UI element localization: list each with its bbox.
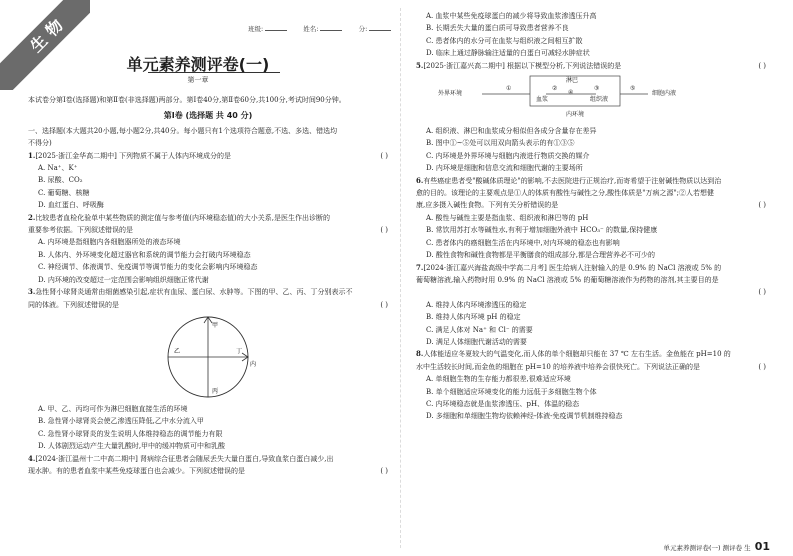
- question-8: 8.人体能适应冬夏较大的气温变化,而人体的单个细胞却只能在 37 ℃ 左右生活。金鱼能在 pH=10 的: [416, 349, 731, 359]
- marker-1: ①: [506, 85, 512, 93]
- subject-tag: 生物: [0, 0, 90, 90]
- option[interactable]: C. 满足人体对 Na⁺ 和 Cl⁻ 的需要: [426, 325, 533, 334]
- label-internal-env: 内环境: [566, 111, 585, 119]
- option[interactable]: A. 甲、乙、丙均可作为淋巴细胞直接生活的环境: [38, 404, 188, 413]
- student-info: [248, 24, 405, 33]
- marker-2: ②: [552, 85, 558, 93]
- option[interactable]: C. 葡萄糖、核糖: [38, 188, 90, 197]
- question-6: 6.有些癌症患者受"酸碱体质理论"的影响,不去医院进行正规治疗,而寄希望于注射碱性物质以达到治: [416, 175, 722, 185]
- footer-text: 单元素养测评卷(一) 测评卷 生: [663, 544, 751, 552]
- label-intracellular: 细胞内液: [652, 90, 677, 98]
- option[interactable]: C. 患者体内的癌细胞生活在内环境中,对内环境的稳态也有影响: [426, 238, 620, 247]
- question-2: 2.比较患者血检化验单中某些物质的测定值与参考值(内环境稳态值)的大小关系,是医生作出诊断的: [28, 212, 330, 222]
- option[interactable]: B. 长期丢失大量的蛋白质可导致患者营养不良: [426, 24, 569, 33]
- option[interactable]: D. 临床上通过静脉输注适量的白蛋白可减轻水肿症状: [426, 49, 590, 58]
- left-column: [28, 94, 388, 477]
- body-fluid-circle: [28, 313, 388, 401]
- class-label: 班级:: [248, 25, 264, 33]
- question-3-cont: 同的体液。下列叙述错误的是 ( ): [28, 300, 388, 309]
- marker-3: ③: [594, 85, 600, 93]
- name-label: 姓名:: [303, 25, 319, 33]
- option[interactable]: C. 患者体内的水分可在血浆与组织液之间相互扩散: [426, 36, 583, 45]
- question-4: 4.[2024·浙江温州十二中高二期中] 肾病综合征患者会随尿丢失大量白蛋白,导致血浆白蛋白减少,出: [28, 453, 334, 463]
- option[interactable]: D. 内环境的改变超过一定范围会影响组织细胞正常代谢: [38, 275, 209, 284]
- question-1: 1.[2025·浙江金华高二期中] 下列物质不属于人体内环境成分的是 ( ): [28, 150, 388, 160]
- section-heading: 第Ⅰ卷 (选择题 共 40 分): [163, 111, 253, 121]
- option[interactable]: A. 酸性与碱性主要是指血浆、组织液和淋巴等的 pH: [426, 213, 589, 222]
- option[interactable]: D. 内环境是细胞和信息交流和细胞代谢的主要场所: [426, 164, 583, 173]
- option[interactable]: A. 组织液、淋巴和血浆成分相似但各成分含量存在差异: [426, 127, 597, 136]
- page-number: 01: [754, 540, 770, 553]
- question-4-cont: 现水肿。有的患者血浆中某些免疫球蛋白也会减少。下列叙述错误的是 ( ): [28, 466, 388, 475]
- option[interactable]: B. 急性肾小球肾炎会使乙渗透压降低,乙中水分流入甲: [38, 417, 204, 426]
- option[interactable]: C. 内环境是外界环境与细胞内液进行物质交换的媒介: [426, 151, 590, 160]
- option[interactable]: D. 血红蛋白、呼吸酶: [38, 201, 104, 210]
- option[interactable]: C. 内环境稳态就是血浆渗透压、pH、体温的稳态: [426, 399, 580, 408]
- question-3: 3.急性肾小球肾炎通常由细菌感染引起,症状有血尿、蛋白尿、水肿等。下图的甲、乙、丙、丁分别表示不: [28, 287, 353, 297]
- intro-text: 本试卷分第Ⅰ卷(选择题)和第Ⅱ卷(非选择题)两部分。第Ⅰ卷40分,第Ⅱ卷60分,共100分,考试时间90分钟。: [28, 96, 346, 104]
- option[interactable]: D. 多细胞和单细胞生物均依赖神经-体液-免疫调节机制维持稳态: [426, 412, 623, 421]
- page-title: 单元素养测评卷(一): [126, 55, 270, 74]
- label-bing: 丙: [212, 387, 219, 395]
- option[interactable]: A. 维持人体内环境渗透压的稳定: [426, 300, 527, 309]
- question-5: 5.[2025·浙江嘉兴高二期中] 根据以下模型分析,下列说法错误的是 ( ): [416, 60, 766, 70]
- option[interactable]: A. 单细胞生物的生存能力都很差,很难适应环境: [426, 375, 571, 384]
- score-blank[interactable]: [369, 30, 391, 31]
- body-fluid-diagram: [28, 313, 388, 401]
- option[interactable]: C. 神经调节、体液调节、免疫调节等调节能力的变化会影响内环境稳态: [38, 263, 258, 272]
- option[interactable]: D. 满足人体细胞代谢活动的需要: [426, 337, 527, 346]
- label-tissue-fluid: 组织液: [590, 96, 609, 104]
- internal-environment-model: [416, 74, 766, 122]
- option[interactable]: A. 内环境是指细胞内各细胞器所处的液态环境: [38, 238, 181, 247]
- question-2-cont: 重要参考依据。下列叙述错误的是 ( ): [28, 226, 388, 235]
- part-intro: 一、选择题(本大题共20小题,每小题2分,共40分。每小题只有1个选项符合题意,不选、多选、错选均: [28, 126, 338, 135]
- label-lymph: 淋巴: [566, 77, 579, 85]
- question-7-cont: 葡萄糖溶液,输入药物时用 0.9% 的 NaCl 溶液或 5% 的葡萄糖溶液作为药物的溶剂,其主要目的是: [416, 275, 719, 284]
- label-nei: 内: [250, 360, 257, 368]
- option[interactable]: B. 维持人体内环境 pH 的稳定: [426, 313, 521, 322]
- question-7-paren-line: ( ): [758, 288, 766, 297]
- score-label: 分:: [358, 25, 368, 33]
- option[interactable]: A. 血浆中某些免疫球蛋白的减少将导致血浆渗透压升高: [426, 12, 597, 20]
- option[interactable]: B. 图中①~⑤处可以用双向箭头表示的有①③⑤: [426, 139, 575, 148]
- option[interactable]: B. 常饮用苏打水等碱性水,有利于增加细胞外液中 HCO₃⁻ 的数量,保持健康: [426, 226, 658, 235]
- option[interactable]: A. Na⁺、K⁺: [38, 164, 78, 173]
- marker-4: ④: [568, 89, 574, 97]
- chapter-label: 第一章: [187, 76, 209, 84]
- option[interactable]: B. 单个细胞适应环境变化的能力远低于多细胞生物个体: [426, 387, 597, 396]
- label-ding: 丁: [236, 347, 243, 355]
- right-column: [416, 10, 766, 423]
- option[interactable]: B. 尿酸、CO₂: [38, 176, 83, 185]
- question-7: 7.[2024·浙江嘉兴海盐高级中学高二月考] 医生给病人注射输入的是 0.9% 的 NaCl 溶液或 5% 的: [416, 262, 722, 272]
- label-external: 外界环境: [438, 90, 463, 98]
- option[interactable]: C. 急性肾小球肾炎的发生说明人体维持稳态的调节能力有限: [38, 429, 223, 438]
- title-underline: [148, 72, 280, 73]
- question-6-cont2: 康,应多摄入碱性食物。下列有关分析错误的是 ( ): [416, 201, 766, 210]
- name-blank[interactable]: [320, 30, 342, 31]
- option[interactable]: D. 酸性食物和碱性食物都是平衡膳食的组成部分,都是合理营养必不可少的: [426, 251, 656, 260]
- label-jia: 甲: [212, 321, 219, 329]
- part-intro-2: 不得分): [28, 139, 52, 148]
- marker-5: ⑤: [630, 85, 636, 93]
- label-plasma: 血浆: [536, 96, 549, 104]
- option[interactable]: B. 人体内、外环境变化超过器官和系统的调节能力会打破内环境稳态: [38, 250, 251, 259]
- question-8-cont: 水中生活较长时间,而金鱼的细胞在 pH=10 的培养液中培养会很快死亡。下列说法正确的是 ( ): [416, 362, 766, 371]
- page-footer: [420, 540, 770, 553]
- question-6-cont: 愈的目的。该理论的主要观点是①人的体质有酸性与碱性之分,酸性体质是"万病之源";②人若想健: [416, 189, 715, 198]
- class-blank[interactable]: [265, 30, 287, 31]
- label-yi: 乙: [174, 347, 181, 355]
- option[interactable]: D. 人体剧烈运动产生大量乳酸时,甲中的缓冲物质可中和乳酸: [38, 442, 226, 451]
- column-divider: [400, 8, 401, 548]
